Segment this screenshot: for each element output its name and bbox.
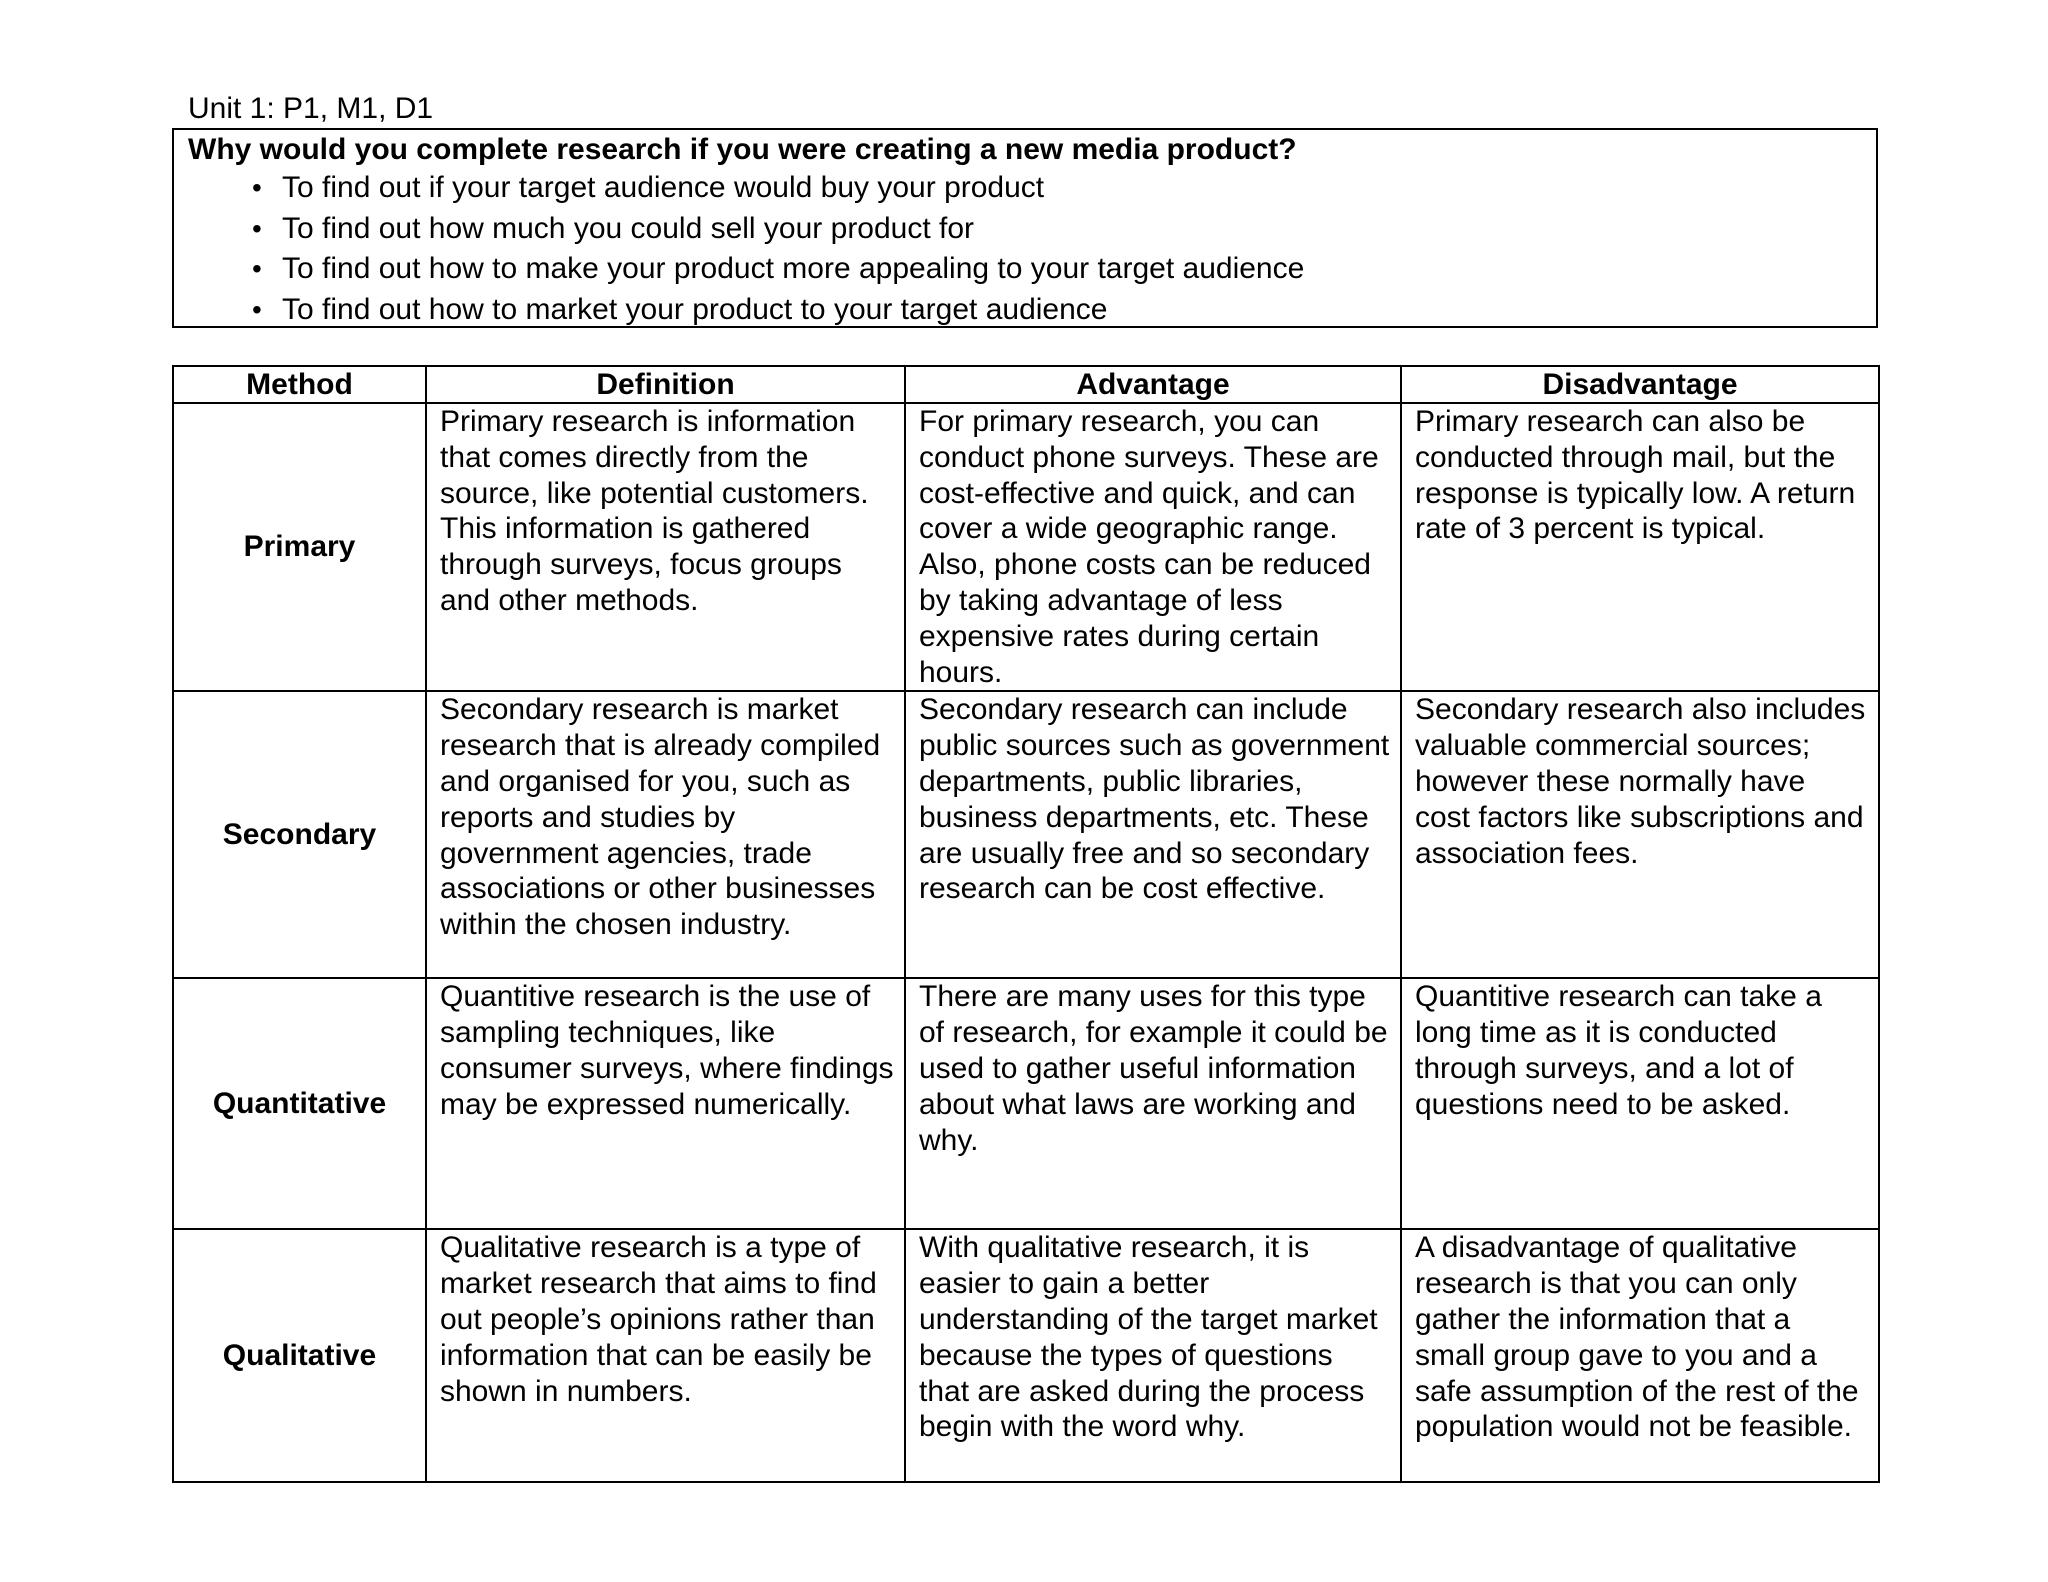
method-name: Qualitative: [173, 1229, 426, 1482]
method-name: Quantitative: [173, 978, 426, 1229]
disadvantage-cell: Primary research can also be conducted through mail, but the response is typically low. A return rate of 3 percent is typical.: [1401, 403, 1879, 691]
table-row: [173, 978, 1879, 1229]
disadvantage-cell: Quantitive research can take a long time as it is conducted through surveys, and a lot of questions need to be asked.: [1401, 978, 1879, 1229]
header-method: Method: [173, 366, 426, 403]
header-definition: Definition: [426, 366, 905, 403]
table-row: [173, 403, 1879, 691]
research-question-box: [172, 128, 1878, 328]
advantage-cell: With qualitative research, it is easier to gain a better understanding of the target market because the types of questions that are asked during the process begin with the word why.: [905, 1229, 1401, 1482]
bullet-icon: •: [252, 293, 262, 325]
reasons-list: [188, 168, 1876, 330]
advantage-cell: For primary research, you can conduct phone surveys. These are cost-effective and quick, and can cover a wide geographic range. Also, phone costs can be reduced by taking advantage of less expensive rates during certain hours.: [905, 403, 1401, 691]
definition-cell: Primary research is information that comes directly from the source, like potential customers. This information is gathered through surveys, focus groups and other methods.: [426, 403, 905, 691]
method-name: Primary: [173, 403, 426, 691]
advantage-cell: There are many uses for this type of research, for example it could be used to gather useful information about what laws are working and why.: [905, 978, 1401, 1229]
bullet-icon: •: [252, 253, 262, 284]
header-disadvantage: Disadvantage: [1401, 366, 1879, 403]
definition-cell: Qualitative research is a type of market research that aims to find out people’s opinions rather than information that can be easily be shown in numbers.: [426, 1229, 905, 1482]
definition-cell: Secondary research is market research that is already compiled and organised for you, such as reports and studies by government agencies, trade associations or other businesses within the chosen industry.: [426, 691, 905, 978]
reason-text: To find out if your target audience would buy your product: [282, 171, 1045, 204]
disadvantage-cell: A disadvantage of qualitative research is that you can only gather the information that a small group gave to you and a safe assumption of the rest of the population would not be feasible.: [1401, 1229, 1879, 1482]
disadvantage-cell: Secondary research also includes valuable commercial sources; however these normally have cost factors like subscriptions and association fees.: [1401, 691, 1879, 978]
reason-text: To find out how to market your product to your target audience: [282, 292, 1108, 326]
reason-text: To find out how to make your product more appealing to your target audience: [282, 252, 1305, 285]
reason-text: To find out how much you could sell your product for: [282, 211, 975, 245]
bullet-icon: •: [252, 172, 262, 203]
reason-item: [188, 168, 1876, 209]
question-title: Why would you complete research if you were creating a new media product?: [188, 133, 1297, 166]
header-advantage: Advantage: [905, 366, 1401, 403]
advantage-cell: Secondary research can include public sources such as government departments, public libraries, business departments, etc. These are usually free and so secondary research can be cost effective.: [905, 691, 1401, 978]
reason-item: [188, 249, 1876, 290]
definition-cell: Quantitive research is the use of sampling techniques, like consumer surveys, where findings may be expressed numerically.: [426, 978, 905, 1229]
bullet-icon: •: [252, 212, 262, 244]
method-name: Secondary: [173, 691, 426, 978]
unit-header: Unit 1: P1, M1, D1: [188, 92, 434, 125]
research-methods-table: [172, 365, 1880, 1483]
table-header-row: [173, 366, 1879, 403]
reason-item: [188, 290, 1876, 331]
reason-item: [188, 209, 1876, 250]
table-row: [173, 1229, 1879, 1482]
table-row: [173, 691, 1879, 978]
